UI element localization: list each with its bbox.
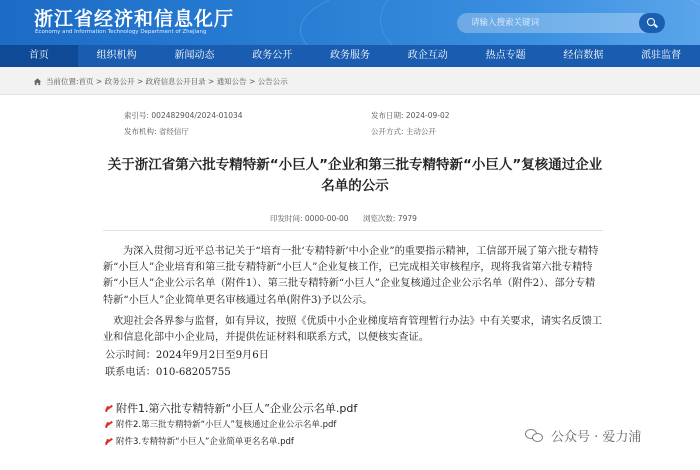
watermark-text: 公众号 · 爱力浦 — [551, 430, 642, 445]
attachment-link-2[interactable] — [104, 418, 336, 430]
wechat-icon — [525, 427, 545, 445]
nav-item-government-affairs[interactable]: 政务公开 — [252, 50, 293, 61]
nav-item-supervision[interactable]: 派驻监督 — [641, 50, 682, 61]
pdf-icon — [104, 419, 114, 429]
view-count: 浏览次数: 7979 — [362, 214, 417, 223]
attachment-label-3[interactable]: 附件3.专精特新“小巨人”企业简单更名名单.pdf — [116, 437, 294, 447]
content-divider — [103, 230, 603, 231]
pdf-icon — [104, 436, 114, 446]
nav-item-home[interactable]: 首页 — [0, 45, 78, 67]
meta-publish-date: 发布日期: 2024-09-02 — [371, 111, 450, 120]
search-input[interactable] — [471, 16, 631, 30]
article-title — [60, 155, 650, 197]
nav-item-services[interactable]: 政务服务 — [330, 50, 371, 61]
main-nav — [0, 45, 700, 67]
site-header — [0, 0, 700, 45]
nav-item-interaction[interactable]: 政企互动 — [407, 50, 448, 61]
paragraph-2: 欢迎社会各界参与监督，如有异议，按照《优质中小企业梯度培育管理暂行办法》中有关要求，请实名反馈工业和信息化部中小企业局，并提供佐证材料和联系方式，以便核实查证。 — [103, 316, 602, 344]
print-date: 印发时间: 0000-00-00 — [270, 214, 349, 223]
attachment-link-3[interactable] — [104, 435, 294, 447]
home-icon — [33, 77, 42, 86]
site-title[interactable]: 浙江省经济和信息化厅 — [34, 8, 235, 30]
attachment-label-2[interactable]: 附件2.第三批专精特新“小巨人”复核通过企业公示名单.pdf — [116, 420, 337, 430]
article-meta — [118, 108, 548, 140]
nav-item-organization[interactable]: 组织机构 — [96, 50, 137, 61]
article-stats — [270, 213, 429, 224]
search-icon-handle — [654, 24, 658, 28]
paragraph-1: 为深入贯彻习近平总书记关于“培育一批‘专精特新’中小企业”的重要指示精神，工信部开展了第六批专精特新“小巨人”企业培育和第三批专精特新“小巨人”企业复核工作，已完成相关审核程序，现将我省第六批专精特新“小巨人”企业公示名单（附件1）、第三批专精特新“小巨人”企业复核通过企业公示名单（附件2）、部分专精特新“小巨人”企业简单更名审核通过名单(附件3)予以公示。 — [103, 246, 599, 306]
nav-item-data[interactable]: 经信数据 — [563, 50, 604, 61]
publicity-period: 公示时间：2024年9月2日至9月6日 — [105, 350, 269, 361]
article-title-line-1: 关于浙江省第六批专精特新“小巨人”企业和第三批专精特新“小巨人”复核通过企业 — [107, 157, 603, 173]
attachment-label-1[interactable]: 附件1.第六批专精特新“小巨人”企业公示名单.pdf — [116, 402, 358, 415]
attachment-link-1[interactable] — [104, 400, 357, 416]
search-button[interactable] — [639, 13, 665, 33]
search-box — [457, 13, 665, 33]
breadcrumb — [0, 67, 700, 95]
pdf-icon — [104, 403, 114, 413]
meta-issuer: 发布机构: 省经信厅 — [124, 127, 189, 136]
article-title-line-2: 名单的公示 — [321, 178, 389, 194]
wechat-watermark — [525, 426, 641, 445]
nav-item-news[interactable]: 新闻动态 — [174, 50, 215, 61]
breadcrumb-text[interactable]: 当前位置:首页 > 政务公开 > 政府信息公开目录 > 通知公告 > 公告公示 — [46, 77, 288, 86]
contact-phone: 联系电话：010-68205755 — [105, 367, 231, 378]
site-subtitle: Economy and Information Technology Department of Zhejiang — [35, 29, 207, 35]
nav-item-topics[interactable]: 热点专题 — [485, 50, 526, 61]
meta-open-method: 公开方式: 主动公开 — [371, 127, 436, 136]
meta-index-no: 索引号: 002482904/2024-01034 — [124, 111, 243, 120]
